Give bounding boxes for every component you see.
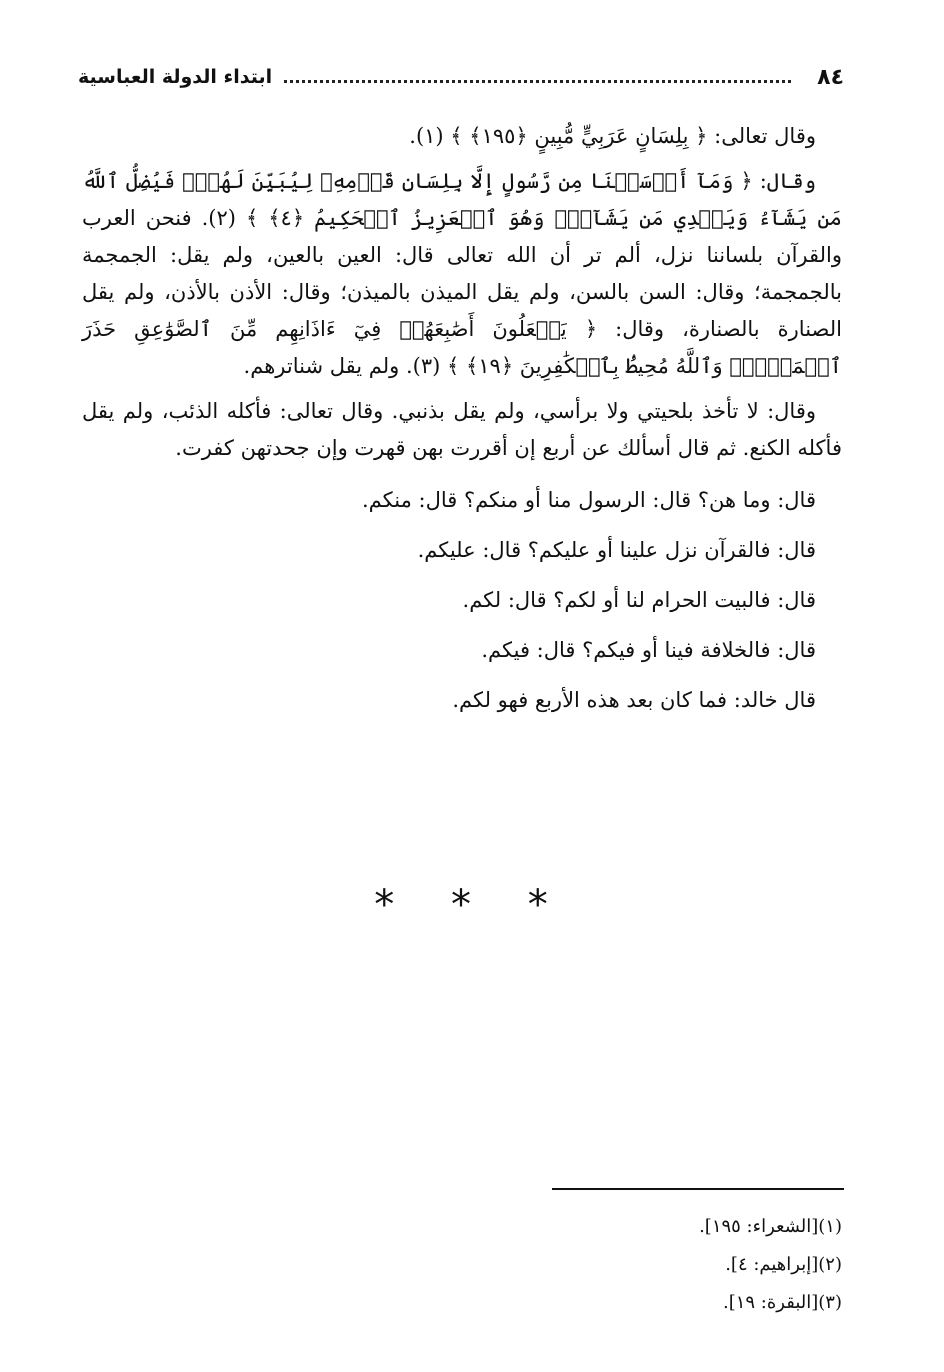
dialogue-line-2: قال: فالقرآن نزل علينا أو عليكم؟ قال: عليكم.	[417, 538, 816, 562]
dialogue-line-5: قال خالد: فما كان بعد هذه الأربع فهو لكم.	[452, 688, 816, 712]
footnote-3: (٣)[البقرة: ١٩].	[722, 1292, 842, 1313]
paragraph-3: وقال: لا تأخذ بلحيتي ولا برأسي، ولم يقل بذنبي. وقال تعالى: فأكله الذئب، ولم يقل فأكله الكنع. ثم قال أسألك عن أربع إن أقررت بهن قهرت وإن جحدتهن كفرت.	[82, 399, 842, 460]
paragraph-2: وقال: ﴿ وَمَآ أَرۡسَلۡنَا مِن رَّسُولٍ إِلَّا بِلِسَانِ قَوۡمِهِۦ لِيُبَيِّنَ لَهُمۡۖ فَيُضِلُّ ٱللَّهُ مَن يَشَآءُ وَيَهۡدِي مَن يَشَآءُۚ وَهُوَ ٱلۡعَزِيزُ ٱلۡحَكِيمُ ﴿٤﴾ ﴾ (٢). فنحن العرب والقرآن بلساننا نزل، ألم تر أن الله تعالى قال: العين بالعين، ولم يقل: الجمجمة بالجمجمة؛ وقال: السن بالسن، ولم يقل الميذن بالميذن؛ وقال: الأذن بالأذن، ولم يقل الصنارة بالصنارة، وقال: ﴿ يَجۡعَلُونَ أَصَٰبِعَهُمۡ فِيٓ ءَاذَانِهِم مِّنَ ٱلصَّوَٰعِقِ حَذَرَ ٱلۡمَوۡتِۚ وَٱللَّهُ مُحِيطُۢ بِٱلۡكَٰفِرِينَ ﴿١٩﴾ ﴾ (٣). ولم يقل شناترهم.	[82, 169, 842, 378]
section-separator: * * *	[374, 882, 570, 928]
paragraph-1: وقال تعالى: ﴿ بِلِسَانٍ عَرَبِيٍّ مُّبِينٍ ﴿١٩٥﴾ ﴾ (١).	[409, 124, 816, 148]
footnotes	[699, 1208, 842, 1322]
main-text	[82, 118, 842, 725]
running-title: ابتداء الدولة العباسية	[78, 66, 273, 88]
dialogue-line-3: قال: فالبيت الحرام لنا أو لكم؟ قال: لكم.	[462, 588, 816, 612]
footnote-rule	[552, 1188, 844, 1190]
footnote-2: (٢)[إبراهيم: ٤].	[725, 1254, 842, 1275]
page-number: ٨٤	[817, 64, 844, 90]
footnote-1: (١)[الشعراء: ١٩٥].	[699, 1216, 842, 1237]
dialogue-line-1: قال: وما هن؟ قال: الرسول منا أو منكم؟ قال: منكم.	[361, 488, 816, 512]
running-header	[78, 60, 844, 94]
header-dot-leader	[284, 80, 791, 83]
dialogue-line-4: قال: فالخلافة فينا أو فيكم؟ قال: فيكم.	[481, 638, 816, 662]
